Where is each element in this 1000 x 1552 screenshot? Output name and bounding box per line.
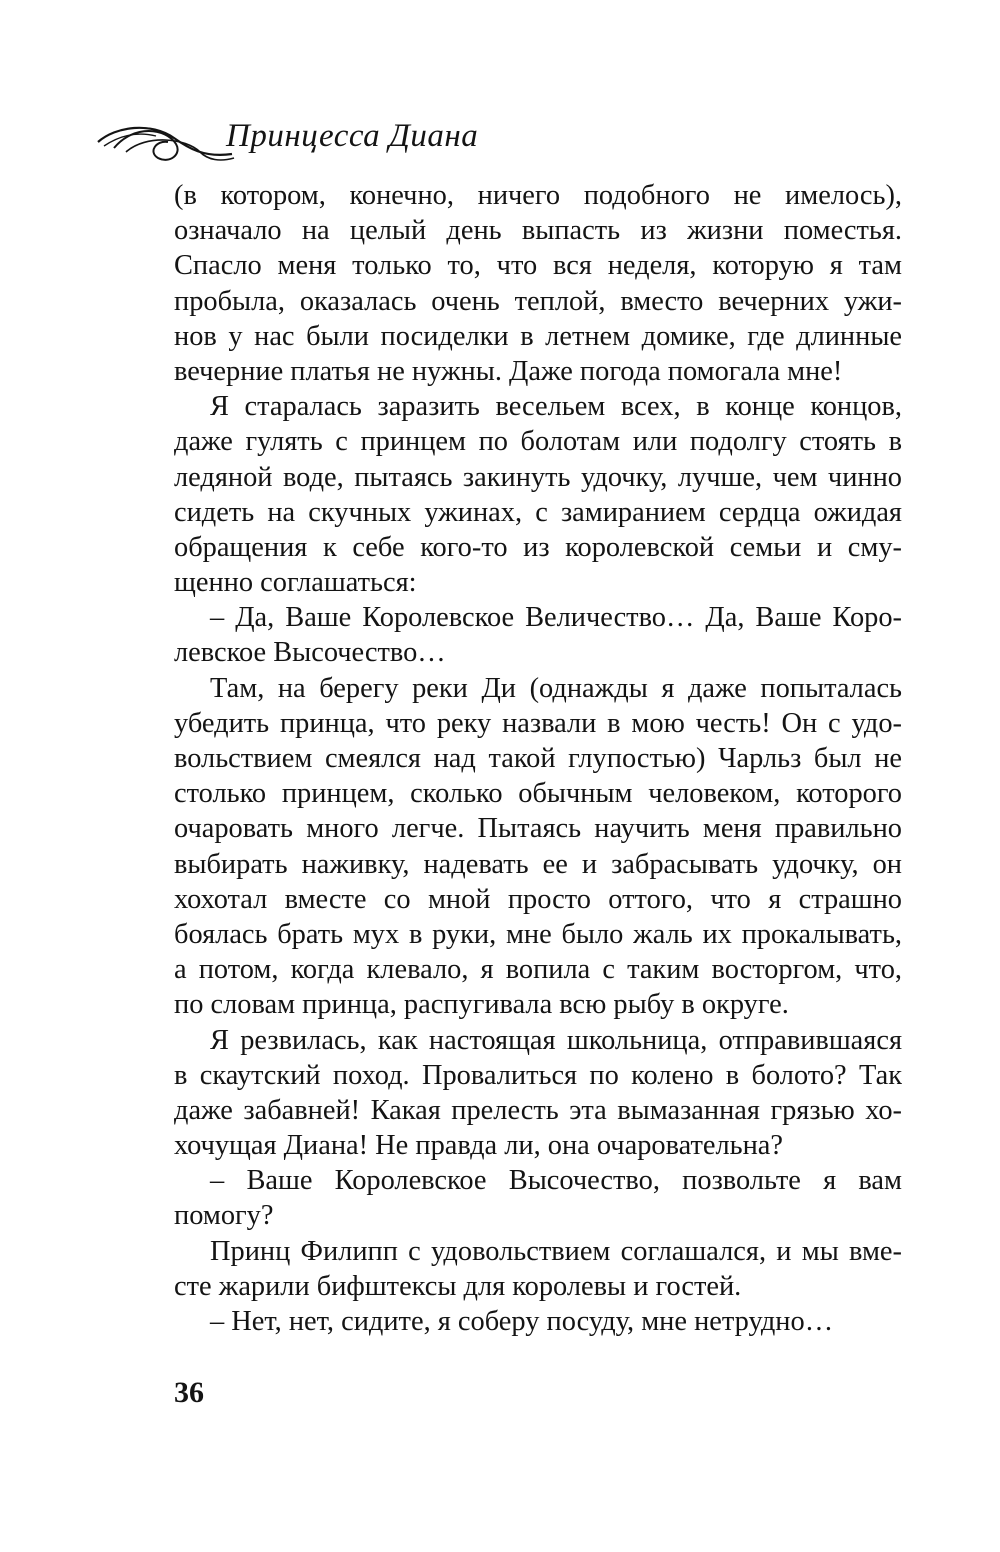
text-line: вечерние платья не нужны. Даже погода помогала мне! xyxy=(174,355,843,387)
text-line: щенно соглашаться: xyxy=(174,567,417,599)
text-line: Принц Филипп с удовольствием соглашался, и мы вме- xyxy=(210,1235,902,1267)
flourish-ornament-icon xyxy=(96,112,236,172)
text-line: сте жарили бифштексы для королевы и гостей. xyxy=(174,1270,742,1302)
text-line: означало на целый день выпасть из жизни поместья. xyxy=(174,215,902,247)
text-line: столько принцем, сколько обычным человеком, которого xyxy=(174,778,902,810)
text-line: очаровать много легче. Пытаясь научить меня правильно xyxy=(174,813,902,845)
text-line: боялась брать мух в руки, мне было жаль их прокалывать, xyxy=(174,918,902,950)
text-line: хочущая Диана! Не правда ли, она очаровательна? xyxy=(174,1130,783,1162)
text-line: а потом, когда клевало, я вопила с таким восторгом, что, xyxy=(174,954,902,986)
text-line: выбирать наживку, надевать ее и забрасывать удочку, он xyxy=(174,848,902,880)
text-line: вольствием смеялся над такой глупостью) Чарльз был не xyxy=(174,743,902,774)
text-line: в скаутский поход. Провалиться по колено в болото? Так xyxy=(174,1059,902,1091)
text-line: убедить принца, что реку назвали в мою честь! Он с удо- xyxy=(174,707,902,739)
text-line: сидеть на скучных ужинах, с замиранием сердца ожидая xyxy=(174,496,902,528)
text-line: левское Высочество… xyxy=(174,637,446,669)
text-line: Спасло меня только то, что вся неделя, которую я там xyxy=(174,250,902,282)
text-line: даже забавней! Какая прелесть эта вымазанная грязью хо- xyxy=(174,1094,902,1126)
text-line: пробыла, оказалась очень теплой, вместо вечерних ужи- xyxy=(174,285,902,317)
text-line: обращения к себе кого-то из королевской семьи и сму- xyxy=(174,531,902,563)
text-line: Я старалась заразить весельем всех, в конце концов, xyxy=(210,391,902,423)
text-line: помогу? xyxy=(174,1200,274,1232)
page-number: 36 xyxy=(174,1376,204,1409)
text-line: даже гулять с принцем по болотам или подолгу стоять в xyxy=(174,426,902,458)
text-line: ледяной воде, пытаясь закинуть удочку, лучше, чем чинно xyxy=(174,461,902,493)
text-line: Я резвилась, как настоящая школьница, отправившаяся xyxy=(210,1024,902,1056)
text-line: – Нет, нет, сидите, я соберу посуду, мне нетрудно… xyxy=(210,1306,834,1337)
text-line: нов у нас были посиделки в летнем домике, где длинные xyxy=(174,320,902,352)
header-title: Принцесса Диана xyxy=(226,118,479,154)
text-line: – Да, Ваше Королевское Величество… Да, Ваше Коро- xyxy=(210,602,902,634)
text-line: по словам принца, распугивала всю рыбу в округе. xyxy=(174,989,789,1021)
text-line: хохотал вместе со мной просто оттого, что я страшно xyxy=(174,883,902,915)
text-line: – Ваше Королевское Высочество, позвольте я вам xyxy=(210,1165,902,1197)
body-text xyxy=(174,178,902,1339)
text-line: Там, на берегу реки Ди (однажды я даже попыталась xyxy=(210,672,902,704)
text-line: (в котором, конечно, ничего подобного не имелось), xyxy=(174,180,902,211)
running-header xyxy=(96,108,516,178)
